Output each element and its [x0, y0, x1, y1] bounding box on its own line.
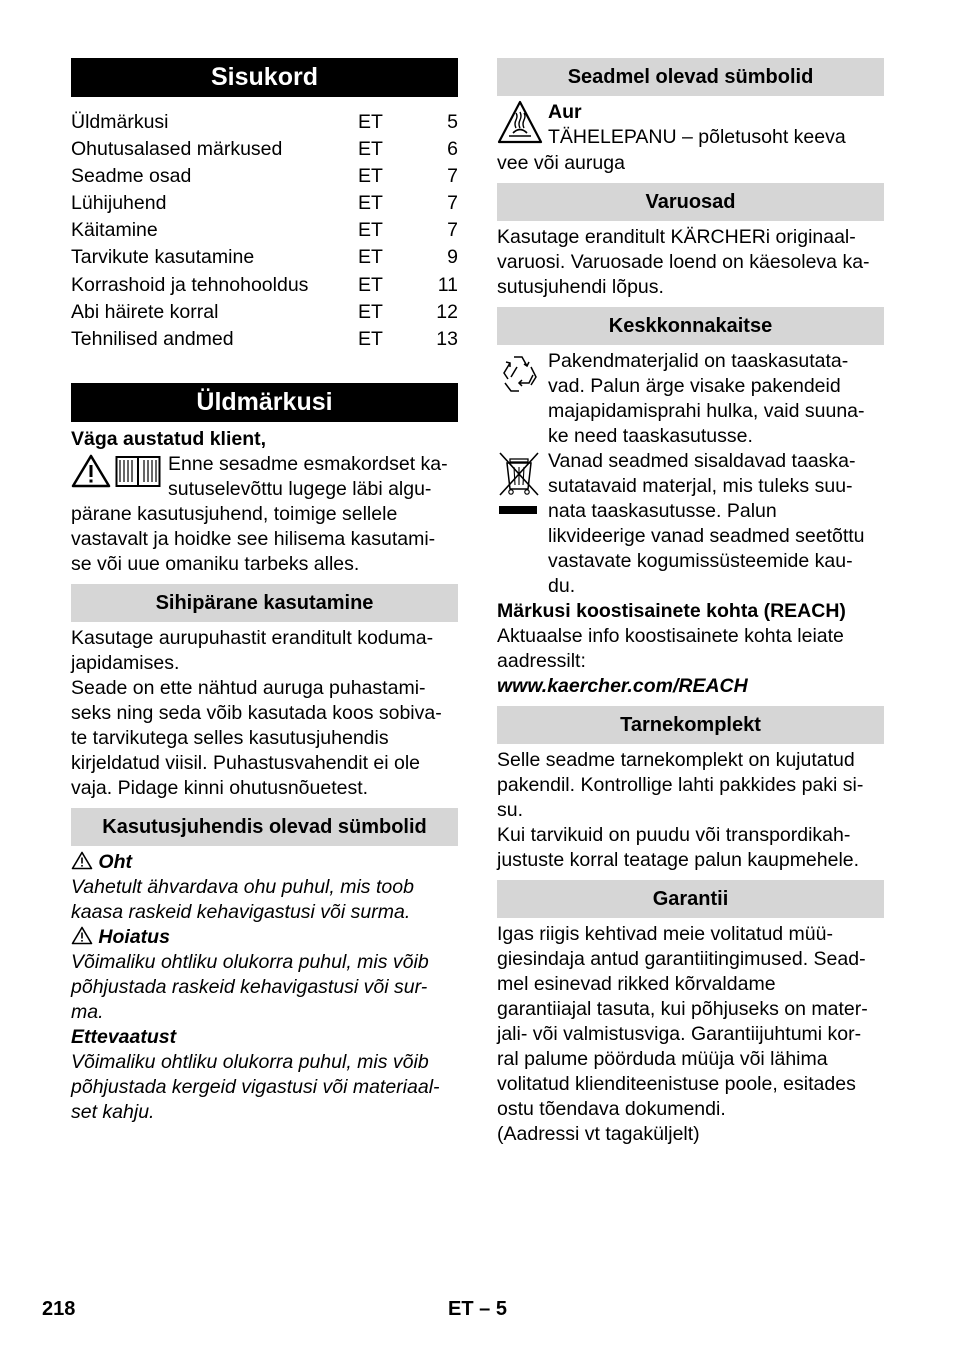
- table-of-contents: [71, 109, 458, 353]
- intended-use-heading: Sihipärane kasutamine: [71, 584, 458, 622]
- toc-page: 12: [436, 300, 458, 323]
- general-line: se või uue omaniku tarbeks alles.: [71, 552, 360, 575]
- delivery-heading: Tarnekomplekt: [497, 706, 884, 744]
- toc-title: Seadme osad: [71, 165, 192, 188]
- warning-line: ma.: [71, 1000, 104, 1023]
- greeting: Väga austatud klient,: [71, 427, 267, 450]
- toc-row[interactable]: [71, 299, 458, 326]
- steam-block: [497, 100, 884, 176]
- spare-parts-line: Kasutage eranditult KÄRCHERi originaal-: [497, 226, 856, 248]
- weee-line: Vanad seadmed sisaldavad taaska-: [548, 450, 856, 472]
- warning-triangle-icon: [71, 851, 93, 870]
- environment-text: [497, 349, 884, 699]
- warranty-line: (Aadressi vt tagaküljelt): [497, 1123, 700, 1145]
- recycle-icon-box: [497, 349, 548, 402]
- manual-symbols-heading: Kasutusjuhendis olevad sümbolid: [71, 808, 458, 846]
- toc-row[interactable]: [71, 163, 458, 190]
- weee-line: vastavate kogumissüsteemide kau-: [548, 550, 853, 572]
- toc-row[interactable]: [71, 109, 458, 136]
- weee-line: sutatavaid materjal, mis tuleks suu-: [548, 475, 853, 497]
- spare-parts-line: sutusjuhendi lõpus.: [497, 276, 664, 298]
- toc-page: 6: [447, 138, 458, 161]
- toc-title: Üldmärkusi: [71, 111, 169, 133]
- toc-title: Abi häirete korral: [71, 300, 219, 323]
- intended-use-line: japidamises.: [71, 651, 180, 674]
- toc-page: 13: [436, 327, 458, 350]
- delivery-line: Selle seadme tarnekomplekt on kujutatud: [497, 749, 855, 771]
- toc-lang: ET: [358, 192, 383, 215]
- section-page: 5: [495, 1298, 507, 1320]
- caution-line: set kahju.: [71, 1100, 155, 1123]
- manual-symbols-text: [71, 850, 458, 1125]
- intro-with-icons: [71, 452, 458, 502]
- delivery-line: su.: [497, 799, 524, 821]
- warranty-line: ral palume pöörduda müüja või lähima: [497, 1048, 828, 1070]
- caution-line: Võimaliku ohtliku olukorra puhul, mis võib: [71, 1050, 429, 1073]
- reach-link[interactable]: www.kaercher.com/REACH: [497, 675, 748, 697]
- toc-row[interactable]: [71, 244, 458, 271]
- intended-use-line: Seade on ette nähtud auruga puhastami-: [71, 676, 426, 699]
- intended-use-line: te tarvikutega selles kasutusjuhendis: [71, 726, 389, 749]
- warranty-line: Igas riigis kehtivad meie volitatud müü-: [497, 923, 833, 945]
- steam-label: Aur: [548, 101, 582, 123]
- warranty-heading: Garantii: [497, 880, 884, 918]
- toc-lang: ET: [358, 138, 383, 161]
- reach-line: aadressilt:: [497, 650, 586, 672]
- delivery-line: Kui tarvikuid on puudu või transpordikah-: [497, 824, 851, 846]
- toc-page: 7: [447, 192, 458, 215]
- toc-page: 11: [437, 273, 458, 296]
- steam-line: vee või auruga: [497, 152, 625, 174]
- section-page-label: [448, 1297, 507, 1322]
- intended-use-line: vaja. Pidage kinni ohutusnõuetest.: [71, 776, 369, 799]
- toc-title: Ohutusalased märkused: [71, 138, 283, 161]
- steam-text: [548, 100, 846, 150]
- warranty-line: volitatud klienditeenistuse poole, esitades: [497, 1073, 856, 1095]
- caution-label: Ettevaatust: [71, 1025, 177, 1048]
- weee-icon-box: [497, 449, 548, 524]
- steam-row: [497, 100, 884, 151]
- warning-label: Hoiatus: [98, 925, 170, 948]
- toc-row[interactable]: [71, 217, 458, 244]
- toc-title: Tehnilised andmed: [71, 327, 234, 350]
- section-dash: –: [479, 1298, 491, 1320]
- toc-row[interactable]: [71, 326, 458, 353]
- toc-row[interactable]: [71, 190, 458, 217]
- toc-title: Korrashoid ja tehnohooldus: [71, 273, 309, 296]
- warning-label-row: [71, 925, 458, 950]
- recycle-row: [497, 349, 884, 449]
- warranty-text: [497, 922, 884, 1147]
- toc-lang: ET: [358, 111, 383, 133]
- steam-line: TÄHELEPANU – põletusoht keeva: [548, 126, 846, 148]
- weee-line: nata taaskasutusse. Palun: [548, 500, 777, 522]
- hot-steam-warning-icon: [497, 100, 543, 144]
- danger-label-row: [71, 850, 458, 875]
- spare-parts-line: varuosi. Varuosade loend on käesoleva ka-: [497, 251, 870, 273]
- delivery-line: pakendil. Kontrollige lahti pakkides paki si-: [497, 774, 864, 796]
- toc-page: 5: [447, 111, 458, 133]
- toc-title: Lühijuhend: [71, 192, 167, 215]
- toc-lang: ET: [358, 327, 383, 350]
- crossed-out-bin-icon: [497, 451, 541, 517]
- toc-lang: ET: [358, 165, 383, 188]
- environment-heading: Keskkonnakaitse: [497, 307, 884, 345]
- toc-lang: ET: [358, 246, 383, 269]
- toc-row[interactable]: [71, 272, 458, 299]
- recycle-icon: [497, 353, 539, 395]
- toc-title: Tarvikute kasutamine: [71, 246, 255, 269]
- delivery-text: [497, 748, 884, 873]
- warranty-line: ostu tõendava dokumendi.: [497, 1098, 726, 1120]
- intended-use-text: [71, 626, 458, 801]
- warranty-line: mel esinevad rikked kõrvaldame: [497, 973, 776, 995]
- steam-icon-box: [497, 100, 548, 151]
- intro-line: sutuselevõttu lugege läbi algu-: [168, 477, 432, 500]
- toc-row[interactable]: [71, 136, 458, 163]
- general-line: pärane kasutusjuhend, toimige sellele: [71, 502, 398, 525]
- toc-lang: ET: [358, 273, 383, 296]
- toc-lang: ET: [358, 219, 383, 242]
- warning-line: Võimaliku ohtliku olukorra puhul, mis võib: [71, 950, 429, 973]
- reach-heading: Märkusi koostisainete kohta (REACH): [497, 600, 846, 622]
- caution-line: põhjustada kergeid vigastusi või materiaal-: [71, 1075, 440, 1098]
- recycle-line: Pakendmaterjalid on taaskasutata-: [548, 350, 849, 372]
- general-line: vastavalt ja hoidke see hilisema kasutami-: [71, 527, 436, 550]
- toc-title: Käitamine: [71, 219, 158, 242]
- intro-text: [168, 452, 448, 502]
- toc-page: 7: [447, 165, 458, 188]
- left-column: [71, 58, 458, 1125]
- toc-lang: ET: [358, 300, 383, 323]
- spare-parts-text: [497, 225, 884, 300]
- weee-text: [548, 449, 865, 599]
- intended-use-line: Kasutage aurupuhastit eranditult koduma-: [71, 626, 434, 649]
- warning-triangle-icon: [71, 926, 93, 945]
- manual-book-icon: [115, 454, 161, 488]
- warning-triangle-icon: [71, 454, 111, 488]
- reach-line: Aktuaalse info koostisainete kohta leiate: [497, 625, 844, 647]
- general-heading: Üldmärkusi: [71, 383, 458, 422]
- intro-icons: [71, 452, 168, 488]
- intro-line: Enne sesadme esmakordset ka-: [168, 452, 448, 475]
- recycle-line: ke need taaskasutusse.: [548, 425, 753, 447]
- delivery-line: justuste korral teatage palun kaupmehele.: [497, 849, 860, 871]
- warranty-line: giesindaja antud garantiitingimused. Sead-: [497, 948, 866, 970]
- toc-heading: Sisukord: [71, 58, 458, 97]
- intended-use-line: seks ning seda võib kasutada koos sobiva-: [71, 701, 442, 724]
- danger-line: kaasa raskeid kehavigastusi või surma.: [71, 900, 411, 923]
- spare-parts-heading: Varuosad: [497, 183, 884, 221]
- toc-page: 7: [447, 219, 458, 242]
- weee-line: du.: [548, 575, 576, 597]
- danger-label: Oht: [98, 850, 132, 873]
- page-number: 218: [42, 1298, 76, 1320]
- recycle-text: [548, 349, 865, 449]
- device-symbols-heading: Seadmel olevad sümbolid: [497, 58, 884, 96]
- warranty-line: jali- või valmistusviga. Garantiijuhtumi kor-: [497, 1023, 862, 1045]
- recycle-line: vad. Palun ärge visake pakendeid: [548, 375, 841, 397]
- recycle-line: majapidamisprahi hulka, vaid suuna-: [548, 400, 865, 422]
- weee-row: [497, 449, 884, 599]
- right-column: [497, 58, 884, 1147]
- toc-page: 9: [447, 246, 458, 269]
- warning-line: põhjustada raskeid kehavigastusi või sur-: [71, 975, 428, 998]
- danger-line: Vahetult ähvardava ohu puhul, mis toob: [71, 875, 414, 898]
- warranty-line: garantiiajal tasuta, kui põhjuseks on mater-: [497, 998, 868, 1020]
- intended-use-line: kirjeldatud viisil. Puhastusvahendit ei ole: [71, 751, 421, 774]
- section-code: ET: [448, 1298, 474, 1320]
- weee-line: likvideerige vanad seadmed seetõttu: [548, 525, 865, 547]
